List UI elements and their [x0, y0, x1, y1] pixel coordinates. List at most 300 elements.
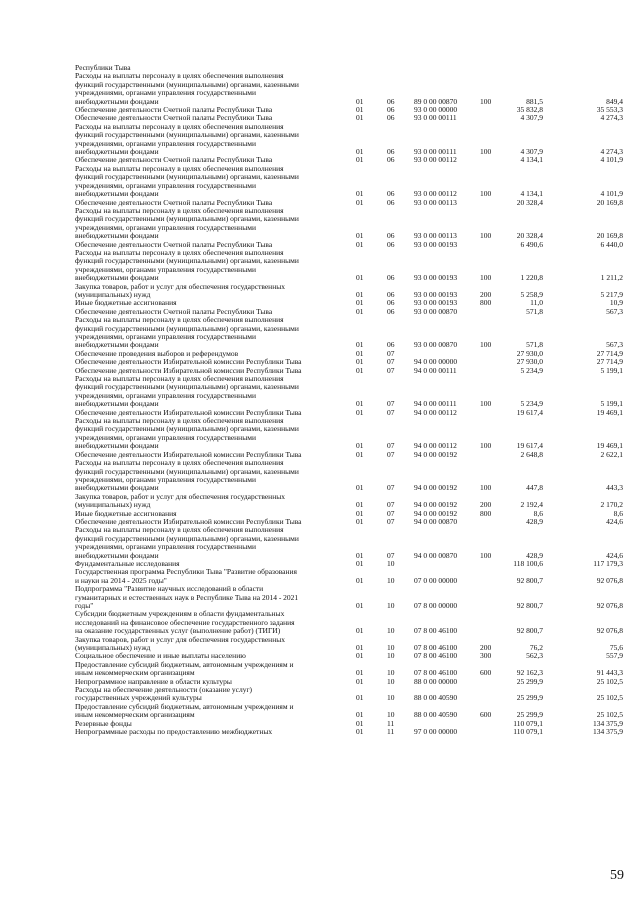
- row-name: [75, 64, 623, 72]
- amount-year-1: 5 234,9: [520, 365, 543, 375]
- table-row: [75, 283, 623, 300]
- table-row: [75, 64, 623, 72]
- row-name-line: Расходы на выплаты персоналу в целях обеспечения выполнения: [75, 417, 284, 426]
- subsection-code: 06: [387, 96, 395, 106]
- expense-type-code: 100: [480, 96, 492, 106]
- section-code: 01: [356, 189, 364, 199]
- table-row: [75, 560, 623, 568]
- amount-year-2: 1 211,2: [600, 273, 623, 283]
- amount-year-1: 428,9: [526, 516, 543, 526]
- table-row: [75, 703, 623, 720]
- expense-type-code: 100: [480, 550, 492, 560]
- subsection-code: 06: [387, 306, 395, 316]
- section-code: 01: [356, 113, 364, 123]
- expense-type-code: 100: [480, 340, 492, 350]
- amount-year-1: 571,8: [526, 306, 543, 316]
- amount-year-2: 6 440,0: [600, 239, 623, 249]
- row-name-line: функций государственными (муниципальными) органами, казенными: [75, 383, 299, 392]
- row-name-line: Обеспечение деятельности Счетной палаты Республики Тыва: [75, 198, 273, 207]
- row-name-line: (муниципальных) нужд: [75, 290, 151, 299]
- amount-year-1: 110 079,1: [513, 718, 543, 728]
- amount-year-1: 25 299,9: [516, 693, 543, 703]
- row-name-line: функций государственными (муниципальными) органами, казенными: [75, 324, 299, 333]
- row-name-line: иным некоммерческим организациям: [75, 711, 195, 720]
- target-article-code: 93 0 00 00193: [414, 289, 458, 299]
- section-code: 01: [356, 575, 364, 585]
- target-article-code: 93 0 00 00000: [414, 105, 458, 115]
- amount-year-1: 562,3: [526, 651, 543, 661]
- budget-table: [75, 64, 623, 737]
- row-name-line: исследований на финансовое обеспечение государственного задания: [75, 618, 295, 627]
- subsection-code: 10: [387, 575, 395, 585]
- section-code: 01: [356, 693, 364, 703]
- amount-year-2: 92 076,8: [596, 626, 623, 636]
- subsection-code: 10: [387, 643, 395, 653]
- row-name-line: Социальное обеспечение и иные выплаты населению: [75, 652, 246, 661]
- amount-year-2: 20 169,8: [596, 197, 623, 207]
- expense-type-code: 800: [480, 508, 492, 518]
- expense-type-code: 200: [480, 289, 492, 299]
- table-row: [75, 114, 623, 122]
- amount-year-2: 4 101,9: [600, 189, 623, 199]
- table-row: [75, 123, 623, 157]
- section-code: 01: [356, 155, 364, 165]
- subsection-code: 11: [387, 727, 395, 737]
- amount-year-1: 19 617,4: [516, 441, 543, 451]
- expense-type-code: 100: [480, 147, 492, 157]
- amount-year-2: 4 274,3: [600, 147, 623, 157]
- amount-year-2: 19 469,1: [596, 407, 623, 417]
- row-name-line: Расходы на выплаты персоналу в целях обеспечения выполнения: [75, 526, 284, 535]
- row-name-line: функций государственными (муниципальными) органами, казенными: [75, 131, 299, 140]
- row-name-line: Государственная программа Республики Тыва "Развитие образования: [75, 568, 297, 577]
- amount-year-1: 8,6: [533, 508, 543, 518]
- expense-type-code: 100: [480, 399, 492, 409]
- row-name-line: годы": [75, 602, 94, 610]
- subsection-code: 07: [387, 407, 395, 417]
- subsection-code: 10: [387, 668, 395, 678]
- expense-type-code: 100: [480, 483, 492, 493]
- amount-year-2: 4 274,3: [600, 113, 623, 123]
- amount-year-1: 27 930,0: [516, 348, 543, 358]
- row-name-line: Предоставление субсидий бюджетным, автономным учреждениям и: [75, 660, 294, 669]
- row-name-line: Иные бюджетные ассигнования: [75, 299, 177, 308]
- row-name-line: Обеспечение деятельности Избирательной комиссии Республики Тыва: [75, 408, 302, 417]
- subsection-code: 06: [387, 197, 395, 207]
- table-row: [75, 585, 623, 610]
- row-name-line: Обеспечение проведения выборов и референдумов: [75, 349, 239, 358]
- amount-year-1: 11,0: [530, 298, 543, 308]
- row-name-line: государственных учреждений культуры: [75, 694, 202, 703]
- section-code: 01: [356, 289, 364, 299]
- row-name-line: гуманитарных и естественных наук в Республике Тыва на 2014 - 2021: [75, 593, 299, 602]
- amount-year-2: 25 102,5: [596, 693, 623, 703]
- row-name-line: Обеспечение деятельности Избирательной комиссии Республики Тыва: [75, 358, 302, 367]
- subsection-code: 06: [387, 113, 395, 123]
- amount-year-1: 571,8: [526, 340, 543, 350]
- target-article-code: 93 0 00 00193: [414, 298, 458, 308]
- subsection-code: 06: [387, 147, 395, 157]
- table-row: [75, 241, 623, 249]
- amount-year-1: 2 192,4: [520, 500, 543, 510]
- subsection-code: 07: [387, 500, 395, 510]
- row-name-line: Обеспечение деятельности Счетной палаты Республики Тыва: [75, 307, 273, 316]
- subsection-code: 06: [387, 239, 395, 249]
- amount-year-2: 849,4: [606, 96, 623, 106]
- amount-year-1: 76,2: [529, 643, 543, 653]
- table-row: [75, 207, 623, 241]
- table-row: [75, 165, 623, 199]
- expense-type-code: 200: [480, 500, 492, 510]
- subsection-code: 07: [387, 449, 395, 459]
- table-row: [75, 417, 623, 451]
- row-name-line: Подпрограмма "Развитие научных исследований в области: [75, 585, 264, 594]
- amount-year-1: 19 617,4: [516, 407, 543, 417]
- table-row: [75, 678, 623, 686]
- amount-year-2: 27 714,9: [596, 348, 623, 358]
- amount-year-1: 1 220,8: [520, 273, 543, 283]
- row-name-line: Расходы на выплаты персоналу в целях обеспечения выполнения: [75, 164, 284, 173]
- row-name-line: функций государственными (муниципальными) органами, казенными: [75, 215, 299, 224]
- row-name-line: Иные бюджетные ассигнования: [75, 509, 177, 518]
- row-name-line: Расходы на выплаты персоналу в целях обеспечения выполнения: [75, 459, 284, 468]
- amount-year-1: 5 258,9: [520, 289, 543, 299]
- target-article-code: 94 0 00 00192: [414, 500, 458, 510]
- section-code: 01: [356, 651, 364, 661]
- expense-type-code: 100: [480, 189, 492, 199]
- target-article-code: 93 0 00 00111: [414, 147, 457, 157]
- row-name-line: Субсидии бюджетным учреждениям в области фундаментальных: [75, 610, 285, 619]
- row-name-line: функций государственными (муниципальными) органами, казенными: [75, 467, 299, 476]
- amount-year-1: 27 930,0: [516, 357, 543, 367]
- section-code: 01: [356, 668, 364, 678]
- expense-type-code: 600: [480, 668, 492, 678]
- amount-year-2: 4 101,9: [600, 155, 623, 165]
- amount-year-2: 2 170,2: [600, 500, 623, 510]
- row-name-line: внебюджетными фондами: [75, 551, 159, 560]
- expense-type-code: 600: [480, 710, 492, 720]
- subsection-code: 07: [387, 441, 395, 451]
- subsection-code: 07: [387, 550, 395, 560]
- section-code: 01: [356, 500, 364, 510]
- amount-year-1: 92 800,7: [516, 601, 543, 610]
- section-code: 01: [356, 239, 364, 249]
- subsection-code: 10: [387, 676, 395, 686]
- row-name-line: иным некоммерческим организациям: [75, 669, 195, 678]
- amount-year-1: 4 307,9: [520, 113, 543, 123]
- section-code: 01: [356, 348, 364, 358]
- subsection-code: 10: [387, 601, 395, 610]
- target-article-code: 93 0 00 00870: [414, 340, 458, 350]
- subsection-code: 10: [387, 710, 395, 720]
- table-row: [75, 493, 623, 510]
- row-name-line: учреждениями, органами управления государственными: [75, 391, 256, 400]
- subsection-code: 06: [387, 155, 395, 165]
- target-article-code: 07 8 00 46100: [414, 651, 458, 661]
- row-name-line: (муниципальных) нужд: [75, 644, 151, 653]
- table-row: [75, 367, 623, 375]
- row-name-line: учреждениями, органами управления государственными: [75, 89, 256, 98]
- section-code: 01: [356, 449, 364, 459]
- section-code: 01: [356, 550, 364, 560]
- target-article-code: 94 0 00 00111: [414, 365, 457, 375]
- row-name-line: внебюджетными фондами: [75, 97, 159, 106]
- row-name-line: Обеспечение деятельности Счетной палаты Республики Тыва: [75, 240, 273, 249]
- target-article-code: 94 0 00 00870: [414, 516, 458, 526]
- table-row: [75, 308, 623, 316]
- row-name-line: Обеспечение деятельности Счетной палаты Республики Тыва: [75, 106, 273, 115]
- row-name-line: Обеспечение деятельности Избирательной комиссии Республики Тыва: [75, 517, 302, 526]
- subsection-code: 06: [387, 289, 395, 299]
- section-code: 01: [356, 718, 364, 728]
- row-name-line: функций государственными (муниципальными) органами, казенными: [75, 80, 299, 89]
- row-name-line: Закупка товаров, работ и услуг для обеспечения государственных: [75, 492, 286, 501]
- amount-year-2: 25 102,5: [596, 710, 623, 720]
- page-number: 59: [610, 868, 624, 883]
- row-name-line: Резервные фонды: [75, 719, 132, 728]
- amount-year-2: 443,3: [606, 483, 623, 493]
- amount-year-1: 20 328,4: [516, 231, 543, 241]
- amount-year-1: 2 648,8: [520, 449, 543, 459]
- subsection-code: 07: [387, 399, 395, 409]
- section-code: 01: [356, 105, 364, 115]
- section-code: 01: [356, 147, 364, 157]
- row-name-line: Непрограммное направление в области культуры: [75, 677, 232, 686]
- subsection-code: 07: [387, 508, 395, 518]
- section-code: 01: [356, 340, 364, 350]
- section-code: 01: [356, 273, 364, 283]
- row-name-line: Расходы на выплаты персоналу в целях обеспечения выполнения: [75, 248, 284, 257]
- target-article-code: 93 0 00 00111: [414, 113, 457, 123]
- target-article-code: 94 0 00 00870: [414, 550, 458, 560]
- section-code: 01: [356, 508, 364, 518]
- table-row: [75, 526, 623, 560]
- target-article-code: 07 8 00 46100: [414, 643, 458, 653]
- subsection-code: 06: [387, 189, 395, 199]
- row-name-line: Закупка товаров, работ и услуг для обеспечения государственных: [75, 635, 286, 644]
- expense-type-code: 300: [480, 651, 492, 661]
- expense-type-code: 100: [480, 441, 492, 451]
- row-name-line: Фундаментальные исследования: [75, 559, 180, 568]
- amount-year-1: 110 079,1: [513, 727, 543, 737]
- subsection-code: 06: [387, 340, 395, 350]
- amount-year-1: 428,9: [526, 550, 543, 560]
- subsection-code: 10: [387, 651, 395, 661]
- section-code: 01: [356, 483, 364, 493]
- table-row: [75, 568, 623, 585]
- row-name-line: внебюджетными фондами: [75, 484, 159, 493]
- subsection-code: 07: [387, 516, 395, 526]
- row-name-line: учреждениями, органами управления государственными: [75, 265, 256, 274]
- target-article-code: 97 0 00 00000: [414, 727, 458, 737]
- table-row: [75, 375, 623, 409]
- row-name-line: Республики Тыва: [75, 64, 131, 72]
- target-article-code: 94 0 00 00000: [414, 357, 458, 367]
- target-article-code: 88 0 00 40590: [414, 693, 458, 703]
- section-code: 01: [356, 710, 364, 720]
- section-code: 01: [356, 643, 364, 653]
- amount-year-1: 35 832,8: [516, 105, 543, 115]
- amount-year-1: 4 307,9: [520, 147, 543, 157]
- row-name-line: внебюджетными фондами: [75, 148, 159, 157]
- amount-year-2: 567,3: [606, 306, 623, 316]
- amount-year-2: 5 199,1: [600, 365, 623, 375]
- row-name-line: Обеспечение деятельности Счетной палаты Республики Тыва: [75, 114, 273, 123]
- amount-year-1: 4 134,1: [520, 189, 543, 199]
- target-article-code: 94 0 00 00192: [414, 449, 458, 459]
- amount-year-2: 134 375,9: [593, 718, 623, 728]
- row-name-line: Расходы на выплаты персоналу в целях обеспечения выполнения: [75, 375, 284, 384]
- target-article-code: 93 0 00 00870: [414, 306, 458, 316]
- amount-year-2: 92 076,8: [596, 575, 623, 585]
- row-name-line: Расходы на обеспечение деятельности (оказание услуг): [75, 686, 253, 695]
- target-article-code: 93 0 00 00193: [414, 239, 458, 249]
- section-code: 01: [356, 516, 364, 526]
- subsection-code: 10: [387, 626, 395, 636]
- table-row: [75, 451, 623, 459]
- table-row: [75, 156, 623, 164]
- table-row: [75, 316, 623, 350]
- row-name-line: учреждениями, органами управления государственными: [75, 433, 256, 442]
- amount-year-1: 118 100,6: [513, 558, 543, 568]
- row-name-line: учреждениями, органами управления государственными: [75, 223, 256, 232]
- amount-year-2: 5 217,9: [600, 289, 623, 299]
- section-code: 01: [356, 365, 364, 375]
- section-code: 01: [356, 298, 364, 308]
- table-row: [75, 199, 623, 207]
- table-row: [75, 728, 623, 736]
- row-name-line: и науки на 2014 - 2025 годы": [75, 576, 167, 585]
- amount-year-2: 117 179,3: [593, 558, 623, 568]
- amount-year-2: 567,3: [606, 340, 623, 350]
- row-name-line: внебюджетными фондами: [75, 274, 159, 283]
- target-article-code: 94 0 00 00112: [414, 407, 457, 417]
- target-article-code: 93 0 00 00112: [414, 189, 457, 199]
- row-name-line: Расходы на выплаты персоналу в целях обеспечения выполнения: [75, 122, 284, 131]
- target-article-code: 93 0 00 00113: [414, 231, 457, 241]
- amount-year-1: 25 299,9: [516, 710, 543, 720]
- amount-year-1: 5 234,9: [520, 399, 543, 409]
- subsection-code: 06: [387, 231, 395, 241]
- amount-year-1: 92 800,7: [516, 626, 543, 636]
- section-code: 01: [356, 96, 364, 106]
- subsection-code: 06: [387, 105, 395, 115]
- amount-year-2: 25 102,5: [596, 676, 623, 686]
- amount-year-1: 92 162,3: [516, 668, 543, 678]
- row-name-line: учреждениями, органами управления государственными: [75, 475, 256, 484]
- amount-year-1: 881,5: [526, 96, 543, 106]
- table-row: [75, 652, 623, 660]
- target-article-code: 07 8 00 46100: [414, 626, 458, 636]
- target-article-code: 94 0 00 00112: [414, 441, 457, 451]
- amount-year-2: 19 469,1: [596, 441, 623, 451]
- target-article-code: 89 0 00 00870: [414, 96, 458, 106]
- amount-year-2: 27 714,9: [596, 357, 623, 367]
- row-name-line: функций государственными (муниципальными) органами, казенными: [75, 173, 299, 182]
- subsection-code: 07: [387, 483, 395, 493]
- table-row: [75, 459, 623, 493]
- amount-year-2: 10,9: [609, 298, 623, 308]
- row-name-line: Обеспечение деятельности Счетной палаты Республики Тыва: [75, 156, 273, 165]
- row-name-line: Расходы на выплаты персоналу в целях обеспечения выполнения: [75, 206, 284, 215]
- section-code: 01: [356, 441, 364, 451]
- row-name-line: Обеспечение деятельности Избирательной комиссии Республики Тыва: [75, 450, 302, 459]
- amount-year-1: 447,8: [526, 483, 543, 493]
- section-code: 01: [356, 727, 364, 737]
- row-name-line: внебюджетными фондами: [75, 190, 159, 199]
- subsection-code: 06: [387, 298, 395, 308]
- subsection-code: 10: [387, 558, 395, 568]
- amount-year-1: 20 328,4: [516, 197, 543, 207]
- table-row: [75, 636, 623, 653]
- row-name-line: внебюджетными фондами: [75, 400, 159, 409]
- row-name-line: функций государственными (муниципальными) органами, казенными: [75, 534, 299, 543]
- amount-year-1: 25 299,9: [516, 676, 543, 686]
- section-code: 01: [356, 676, 364, 686]
- section-code: 01: [356, 231, 364, 241]
- expense-type-code: 100: [480, 231, 492, 241]
- amount-year-1: 6 490,6: [520, 239, 543, 249]
- target-article-code: 93 0 00 00113: [414, 197, 457, 207]
- row-name-line: внебюджетными фондами: [75, 232, 159, 241]
- section-code: 01: [356, 558, 364, 568]
- section-code: 01: [356, 357, 364, 367]
- row-name-line: Предоставление субсидий бюджетным, автономным учреждениям и: [75, 702, 294, 711]
- amount-year-2: 75,6: [609, 643, 623, 653]
- amount-year-1: 4 134,1: [520, 155, 543, 165]
- section-code: 01: [356, 197, 364, 207]
- row-name-line: учреждениями, органами управления государственными: [75, 139, 256, 148]
- row-name-line: Непрограммные расходы по предоставлению межбюджетных: [75, 728, 273, 737]
- amount-year-1: 92 800,7: [516, 575, 543, 585]
- table-row: [75, 661, 623, 678]
- table-row: [75, 72, 623, 106]
- row-name-line: Расходы на выплаты персоналу в целях обеспечения выполнения: [75, 316, 284, 325]
- amount-year-2: 8,6: [613, 508, 623, 518]
- amount-year-2: 20 169,8: [596, 231, 623, 241]
- section-code: 01: [356, 306, 364, 316]
- row-name-line: функций государственными (муниципальными) органами, казенными: [75, 257, 299, 266]
- table-row: [75, 249, 623, 283]
- subsection-code: 06: [387, 273, 395, 283]
- section-code: 01: [356, 601, 364, 610]
- table-row: [75, 610, 623, 635]
- row-name-line: учреждениями, органами управления государственными: [75, 333, 256, 341]
- target-article-code: 93 0 00 00193: [414, 273, 458, 283]
- subsection-code: 07: [387, 365, 395, 375]
- row-name-line: учреждениями, органами управления государственными: [75, 543, 256, 552]
- target-article-code: 07 0 00 00000: [414, 575, 458, 585]
- target-article-code: 93 0 00 00112: [414, 155, 457, 165]
- target-article-code: 94 0 00 00192: [414, 483, 458, 493]
- target-article-code: 07 8 00 46100: [414, 668, 458, 678]
- section-code: 01: [356, 626, 364, 636]
- table-row: [75, 518, 623, 526]
- row-name-line: функций государственными (муниципальными) органами, казенными: [75, 425, 299, 434]
- row-name-line: Закупка товаров, работ и услуг для обеспечения государственных: [75, 282, 286, 291]
- subsection-code: 07: [387, 357, 395, 367]
- section-code: 01: [356, 399, 364, 409]
- target-article-code: 07 8 00 00000: [414, 601, 458, 610]
- table-row: [75, 409, 623, 417]
- amount-year-2: 134 375,9: [593, 727, 623, 737]
- row-name-line: внебюджетными фондами: [75, 442, 159, 451]
- target-article-code: 94 0 00 00192: [414, 508, 458, 518]
- subsection-code: 07: [387, 348, 395, 358]
- row-name-line: внебюджетными фондами: [75, 341, 159, 350]
- row-name-line: (муниципальных) нужд: [75, 501, 151, 510]
- row-name-line: учреждениями, органами управления государственными: [75, 181, 256, 190]
